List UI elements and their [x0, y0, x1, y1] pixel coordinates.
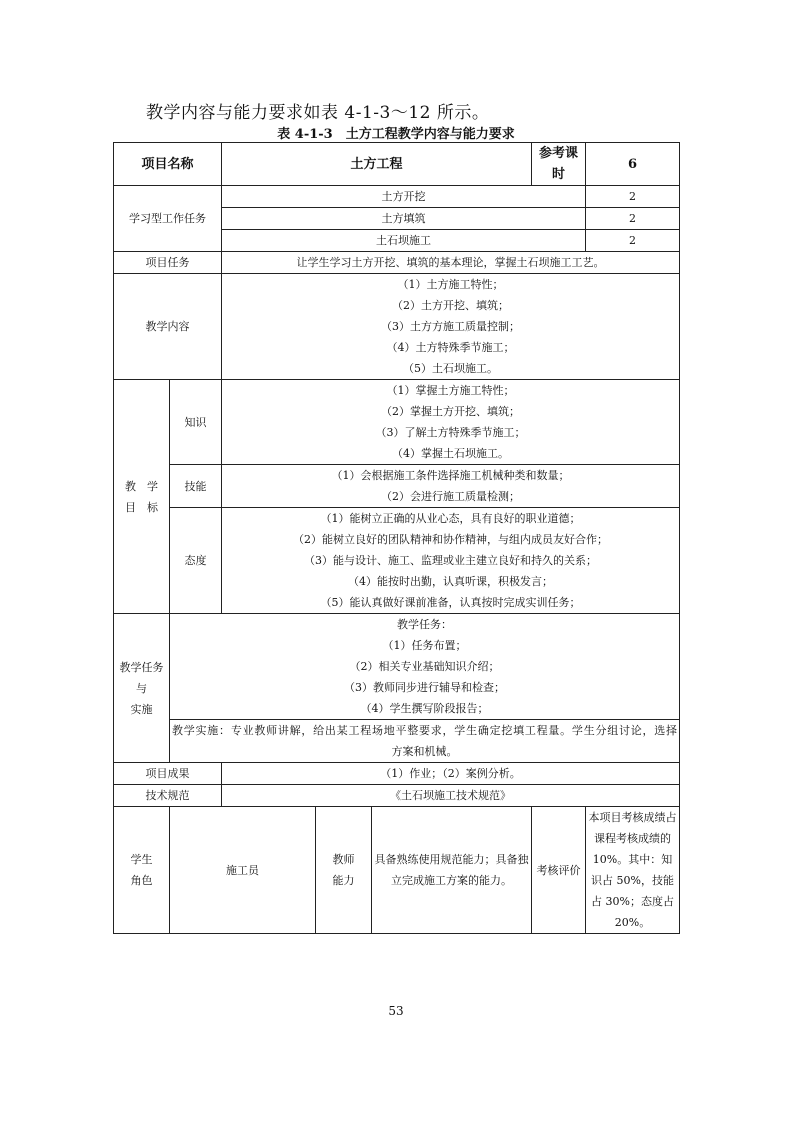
knowledge-item: （4）掌握土石坝施工。 — [392, 447, 510, 460]
technical-standards-value: 《土石坝施工技术规范》 — [222, 785, 680, 807]
intro-text: 教学内容与能力要求如表 4-1-3～12 所示。 — [146, 103, 490, 123]
task-hours: 2 — [586, 230, 680, 252]
project-results-label: 项目成果 — [114, 763, 222, 785]
task-name: 土方开挖 — [222, 186, 586, 208]
knowledge-item: （2）掌握土方开挖、填筑； — [381, 405, 521, 418]
implementation-line: 教学实施：专业教师讲解，给出某工程场地平整要求，学生确定挖填工程量。学生分组讨论，选择 — [172, 724, 678, 737]
content-item: （1）土方施工特性； — [397, 278, 504, 291]
content-item: （5）土石坝施工。 — [403, 362, 499, 375]
skills-item: （1）会根据施工条件选择施工机械种类和数量； — [331, 469, 570, 482]
goals-knowledge-row — [114, 380, 680, 465]
teaching-content-label: 教学内容 — [114, 274, 222, 380]
content-item: （2）土方开挖、填筑； — [392, 299, 510, 312]
project-results-value: （1）作业；（2）案例分析。 — [222, 763, 680, 785]
course-table — [113, 142, 680, 934]
reference-hours-label: 参考课时 — [532, 143, 586, 186]
goals-label-top: 教 学 — [125, 479, 158, 493]
implementation-label-line: 与 — [136, 681, 147, 695]
implementation-line: 方案和机械。 — [391, 745, 458, 758]
skills-label: 技能 — [170, 465, 222, 508]
project-name-value: 土方工程 — [222, 143, 532, 186]
table-caption: 表 4-1-3 土方工程教学内容与能力要求 — [277, 127, 515, 142]
knowledge-label: 知识 — [170, 380, 222, 465]
goals-label-bottom: 目 标 — [125, 500, 158, 514]
teaching-implementation — [170, 720, 680, 763]
student-role-label-line: 学生 — [130, 853, 153, 866]
teaching-goals-label — [114, 380, 170, 614]
task-hours: 2 — [586, 186, 680, 208]
attitude-item: （2）能树立良好的团队精神和协作精神，与组内成员友好合作； — [293, 533, 609, 546]
knowledge-list — [222, 380, 680, 465]
teaching-content-list — [222, 274, 680, 380]
technical-standards-row — [114, 785, 680, 807]
attitude-label: 态度 — [170, 508, 222, 614]
reference-hours-value: 6 — [586, 143, 680, 186]
implementation-label — [114, 614, 170, 763]
student-role-label-line: 角色 — [130, 874, 153, 887]
attitude-item: （4）能按时出勤，认真听课，积极发言； — [348, 575, 554, 588]
attitude-list — [222, 508, 680, 614]
teaching-content-row — [114, 274, 680, 380]
task-name: 土石坝施工 — [222, 230, 586, 252]
attitude-item: （1）能树立正确的从业心态，具有良好的职业道德； — [320, 512, 581, 525]
teaching-task-item: （1）任务布置； — [382, 639, 467, 652]
project-task-row — [114, 252, 680, 274]
header-row — [114, 143, 680, 186]
implementation-detail-row — [114, 720, 680, 763]
implementation-label-line: 教学任务 — [119, 660, 164, 674]
teacher-ability-value: 具备熟练使用规范能力；具备独立完成施工方案的能力。 — [372, 807, 532, 934]
teaching-task-list — [170, 614, 680, 720]
content-item: （3）土方方施工质量控制； — [381, 320, 521, 333]
assessment-label: 考核评价 — [532, 807, 586, 934]
student-role-value: 施工员 — [170, 807, 316, 934]
knowledge-item: （3）了解土方特殊季节施工； — [375, 426, 526, 439]
teaching-task-item: （4）学生撰写阶段报告； — [360, 702, 489, 715]
assessment-value: 本项目考核成绩占课程考核成绩的 10%。其中：知识占 50%，技能占 30%；态度占 20%。 — [586, 807, 680, 934]
teacher-ability-label-line: 教师 — [332, 853, 355, 866]
roles-row — [114, 807, 680, 934]
project-task-value: 让学生学习土方开挖、填筑的基本理论，掌握土石坝施工工艺。 — [222, 252, 680, 274]
technical-standards-label: 技术规范 — [114, 785, 222, 807]
knowledge-item: （1）掌握土方施工特性； — [386, 384, 515, 397]
attitude-item: （5）能认真做好课前准备，认真按时完成实训任务； — [320, 596, 581, 609]
skills-list — [222, 465, 680, 508]
task-hours: 2 — [586, 208, 680, 230]
teaching-task-item: （2）相关专业基础知识介绍； — [349, 660, 500, 673]
teacher-ability-label — [316, 807, 372, 934]
goals-attitude-row — [114, 508, 680, 614]
implementation-label-line: 实施 — [130, 702, 153, 716]
page-number: 53 — [388, 1004, 404, 1018]
implementation-tasks-row — [114, 614, 680, 720]
work-task-label: 学习型工作任务 — [114, 186, 222, 252]
teacher-ability-label-line: 能力 — [332, 874, 355, 887]
goals-skills-row — [114, 465, 680, 508]
project-name-label: 项目名称 — [114, 143, 222, 186]
attitude-item: （3）能与设计、施工、监理或业主建立良好和持久的关系； — [304, 554, 598, 567]
project-results-row — [114, 763, 680, 785]
task-name: 土方填筑 — [222, 208, 586, 230]
teaching-task-item: 教学任务： — [397, 618, 453, 631]
skills-item: （2）会进行施工质量检测； — [381, 490, 521, 503]
task-row — [114, 186, 680, 208]
student-role-label — [114, 807, 170, 934]
teaching-task-item: （3）教师同步进行辅导和检查； — [344, 681, 506, 694]
content-item: （4）土方特殊季节施工； — [386, 341, 515, 354]
project-task-label: 项目任务 — [114, 252, 222, 274]
